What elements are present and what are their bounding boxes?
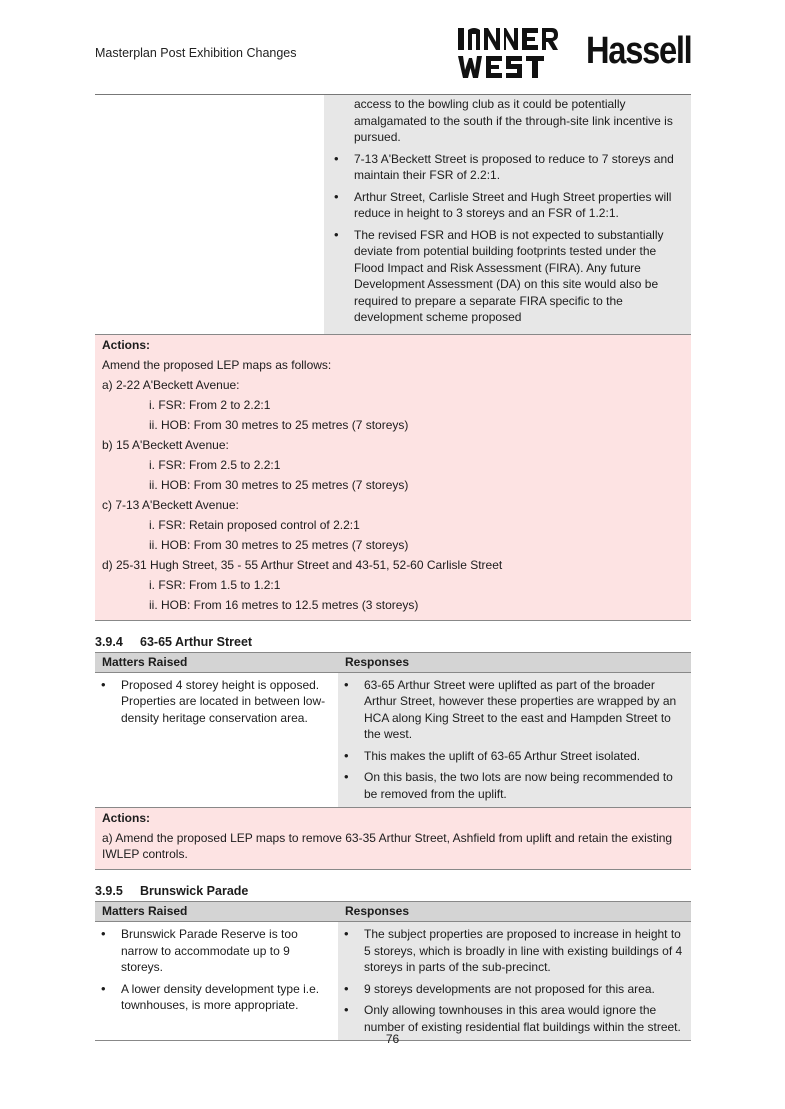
matters-table-brunswick-parade [95,901,691,1041]
column-header-matters: Matters Raised [95,652,338,672]
column-header-responses: Responses [338,902,691,922]
page-content [95,94,691,1041]
section-heading-brunswick-parade: 3.9.5 Brunswick Parade [95,884,249,898]
response-item: • On this basis, the two lots are now being recommended to be removed from the uplift. [342,769,687,802]
action-line: b) 15 A'Beckett Avenue: [102,437,229,452]
list-item: access to the bowling club as it could be potentially amalgamated to the south if the through-site link incentive is pursued. [354,97,673,144]
actions-heading: Actions: [102,337,150,352]
table-row [95,922,691,1041]
response-item: • 63-65 Arthur Street were uplifted as part of the broader Arthur Street, however these properties are wrapped by an HCA along King Street to the east and Hampden Street to the west. [342,677,687,743]
document-header-title: Masterplan Post Exhibition Changes [95,46,297,60]
matter-item: • Brunswick Parade Reserve is too narrow to accommodate up to 9 storeys. [99,926,334,976]
list-item: • Arthur Street, Carlisle Street and Hugh Street properties will reduce in height to 3 storeys and an FSR of 1.2:1. [332,189,679,222]
actions-block-maps [95,334,691,621]
action-line: ii. HOB: From 16 metres to 12.5 metres (3 storeys) [149,597,419,612]
list-item: • The revised FSR and HOB is not expected to substantially deviate from potential building footprints tested under the Flood Impact and Risk Assessment (FIRA). Any future Development Assessment (DA) on this site would also be required to prepare a separate FIRA specific to the development scheme proposed [332,227,679,326]
response-item: • Only allowing townhouses in this area would ignore the number of existing residential flat buildings within the street. [342,1002,687,1035]
action-line: i. FSR: From 2.5 to 2.2:1 [149,457,281,472]
matters-table-arthur-street [95,652,691,809]
response-item: • The subject properties are proposed to increase in height to 5 storeys, which is broadly in line with existing buildings of 4 storeys in parts of the sub-precinct. [342,926,687,976]
hassell-logo: Hassell [586,30,692,72]
table-row [95,672,691,808]
action-line: ii. HOB: From 30 metres to 25 metres (7 storeys) [149,537,409,552]
actions-heading: Actions: [102,811,150,825]
action-line: i. FSR: Retain proposed control of 2.2:1 [149,517,360,532]
action-line: i. FSR: From 2 to 2.2:1 [149,397,271,412]
action-line: d) 25-31 Hugh Street, 35 - 55 Arthur Street and 43-51, 52-60 Carlisle Street [102,557,503,572]
action-line: c) 7-13 A'Beckett Avenue: [102,497,239,512]
list-item: • 7-13 A'Beckett Street is proposed to reduce to 7 storeys and maintain their FSR of 2.2:1. [332,151,679,184]
action-line: a) Amend the proposed LEP maps to remove 63-35 Arthur Street, Ashfield from uplift and retain the existing IWLEP controls. [102,831,673,861]
response-item: • 9 storeys developments are not proposed for this area. [342,981,687,998]
continued-responses-list [332,96,679,326]
action-line: ii. HOB: From 30 metres to 25 metres (7 storeys) [149,477,409,492]
action-line: i. FSR: From 1.5 to 1.2:1 [149,577,281,592]
column-header-responses: Responses [338,652,691,672]
action-line: a) 2-22 A'Beckett Avenue: [102,377,240,392]
section-heading-arthur-street: 3.9.4 63-65 Arthur Street [95,634,253,649]
actions-block-arthur-street [95,808,691,870]
matter-item: • A lower density development type i.e. townhouses, is more appropriate. [99,981,334,1014]
inner-west-logo [458,26,558,80]
page-number: 76 [385,1032,400,1046]
action-line: ii. HOB: From 30 metres to 25 metres (7 storeys) [149,417,409,432]
response-item: • This makes the uplift of 63-65 Arthur Street isolated. [342,748,687,765]
matter-item: • Proposed 4 storey height is opposed. Properties are located in between low-density heritage conservation area. [99,677,334,727]
column-header-matters: Matters Raised [95,902,338,922]
action-line: Amend the proposed LEP maps as follows: [102,357,332,372]
continued-responses-row [95,95,691,334]
